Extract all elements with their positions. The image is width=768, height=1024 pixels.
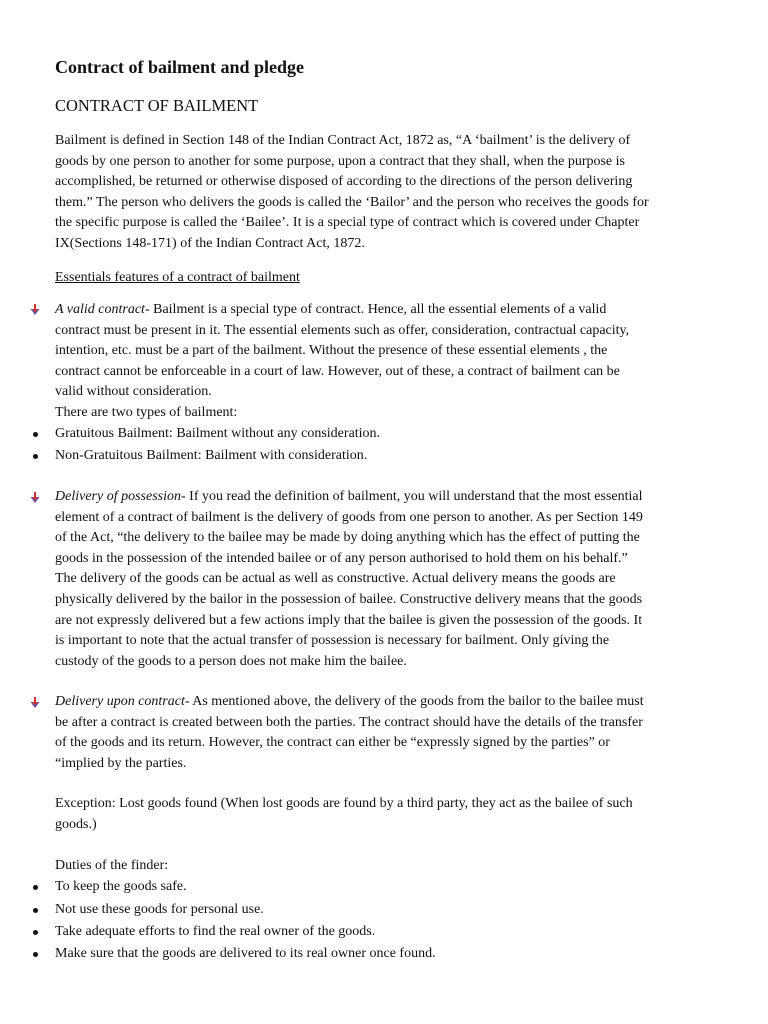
term-valid-contract: A valid contract- <box>55 302 150 317</box>
paragraph-line: “implied by the parties. <box>55 755 187 771</box>
bullet-dot-icon <box>33 454 38 459</box>
list-item: Non-Gratuitous Bailment: Bailment with consideration. <box>55 448 368 463</box>
paragraph-text: If you read the definition of bailment, you will understand that the most essential <box>185 489 643 504</box>
document-title: Contract of bailment and pledge <box>55 57 304 77</box>
intro-paragraph <box>55 131 715 255</box>
list-item: Take adequate efforts to find the real owner of the goods. <box>55 924 376 939</box>
term-delivery-possession: Delivery of possession- <box>55 489 186 504</box>
paragraph-line: accomplished, be returned or otherwise disposed of according to the directions of the person delivering <box>55 174 633 190</box>
paragraph-line: the specific purpose is called the ‘Bailee’. It is a special type of contract which is covered under Chapter <box>55 215 640 231</box>
section-heading: CONTRACT OF BAILMENT <box>55 96 259 115</box>
paragraph-line <box>55 300 715 321</box>
paragraph-line: be after a contract is created between both the parties. The contract should have the details of the transfer <box>55 714 643 730</box>
exception-paragraph <box>55 794 715 835</box>
paragraph-line: element of a contract of bailment is the delivery of goods from one person to another. As per Section 149 <box>55 509 643 525</box>
paragraph-line: The delivery of the goods can be actual as well as constructive. Actual delivery means the goods are <box>55 571 616 587</box>
paragraph-line: are not expressly delivered but a few actions imply that the bailee is given the possession of the goods. It <box>55 612 643 628</box>
paragraph-line: There are two types of bailment: <box>55 404 238 420</box>
paragraph-line: Bailment is defined in Section 148 of the Indian Contract Act, 1872 as, “A ‘bailment’ is the delivery of <box>55 133 631 148</box>
valid-contract-paragraph <box>55 300 715 424</box>
paragraph-line: goods in the possession of the intended bailee or of any person authorised to hold them on his behalf.” <box>55 550 628 566</box>
bullet-dot-icon <box>33 952 38 957</box>
paragraph-line: Exception: Lost goods found (When lost goods are found by a third party, they act as the bailee of such <box>55 796 633 811</box>
paragraph-text: As mentioned above, the delivery of the goods from the bailor to the bailee must <box>189 694 644 709</box>
arrow-bullet-icon <box>28 696 42 710</box>
list-item: Not use these goods for personal use. <box>55 902 264 917</box>
paragraph-line: goods by one person to another for some purpose, upon a contract that they shall, when the purpose is <box>55 153 625 169</box>
arrow-bullet-icon <box>28 303 42 317</box>
paragraph-line: is important to note that the actual transfer of possession is necessary for bailment. Only giving the <box>55 633 610 649</box>
essentials-heading: Essentials features of a contract of bailment <box>55 270 300 285</box>
paragraph-line <box>55 692 715 713</box>
paragraph-line: contract must be present in it. The essential elements such as offer, consideration, contractual capacity, <box>55 322 630 338</box>
paragraph-line: intention, etc. must be a part of the bailment. Without the presence of these essential elements , the <box>55 343 608 359</box>
bullet-dot-icon <box>33 432 38 437</box>
paragraph-line: them.” The person who delivers the goods is called the ‘Bailor’ and the person who receives the goods for <box>55 194 649 210</box>
paragraph-line: physically delivered by the bailor in the possession of bailee. Constructive delivery means that the goods <box>55 591 643 607</box>
paragraph-line: of the Act, “the delivery to the bailee may be made by doing anything which has the effect of putting the <box>55 530 640 546</box>
paragraph-line: IX(Sections 148-171) of the Indian Contract Act, 1872. <box>55 235 365 251</box>
delivery-possession-paragraph <box>55 487 715 672</box>
delivery-contract-paragraph <box>55 692 715 774</box>
paragraph-line: goods.) <box>55 816 97 832</box>
duties-heading: Duties of the finder: <box>55 858 169 873</box>
paragraph-line: valid without consideration. <box>55 384 212 400</box>
term-delivery-contract: Delivery upon contract- <box>55 694 190 709</box>
paragraph-line: custody of the goods to a person does not make him the bailee. <box>55 653 407 669</box>
paragraph-line: contract cannot be enforceable in a court of law. However, out of these, a contract of bailment can be <box>55 363 620 379</box>
paragraph-line <box>55 487 715 508</box>
bullet-dot-icon <box>33 885 38 890</box>
list-item: Make sure that the goods are delivered to its real owner once found. <box>55 946 436 961</box>
arrow-bullet-icon <box>28 491 42 505</box>
paragraph-line: of the goods and its return. However, the contract can either be “expressly signed by the parties” or <box>55 735 610 751</box>
list-item: To keep the goods safe. <box>55 879 187 894</box>
bullet-dot-icon <box>33 908 38 913</box>
bullet-dot-icon <box>33 930 38 935</box>
list-item: Gratuitous Bailment: Bailment without any consideration. <box>55 426 381 441</box>
paragraph-text: Bailment is a special type of contract. Hence, all the essential elements of a valid <box>149 302 607 317</box>
